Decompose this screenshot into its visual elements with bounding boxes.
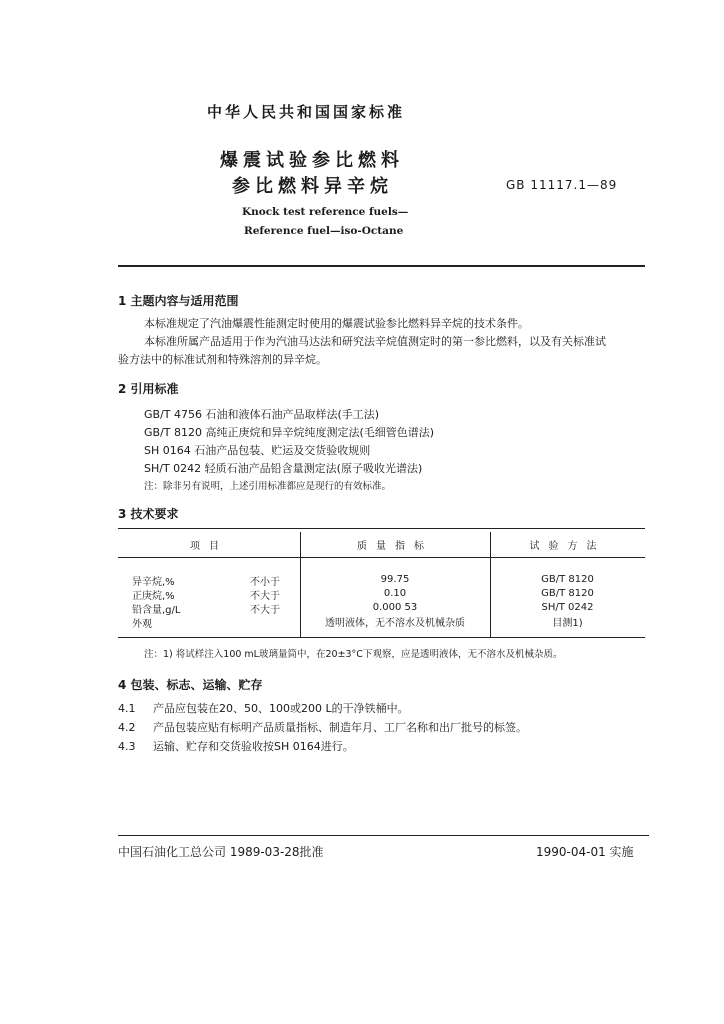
table-row [118,600,645,614]
item-text: 运输、贮存和交货验收按SH 0164进行。 [153,740,354,753]
header-divider [118,265,645,267]
row-item: 铅含量,g/L [132,605,181,616]
column-header: 项目 [118,532,300,558]
table-column-divider [300,532,301,637]
list-item [118,700,409,716]
standard-header: 中华人民共和国国家标准 [207,103,406,121]
column-header: 质量指标 [300,532,490,558]
row-value: 透明液体，无不溶水及机械杂质 [325,618,465,629]
table-row [118,614,645,629]
list-item [118,738,354,754]
item-number: 4.3 [118,740,136,753]
row-limit: 不大于 [250,591,280,602]
table-column-divider [490,532,491,637]
effective-date: 1990-04-01 实施 [536,845,634,859]
english-title-line1: Knock test reference fuels— [242,206,409,218]
reference-item: SH/T 0242 轻质石油产品铅含量测定法(原子吸收光谱法) [144,462,423,475]
column-header: 试验方法 [490,532,645,558]
doc-title-line1: 爆震试验参比燃料 [220,150,404,171]
item-number: 4.2 [118,721,136,734]
section2-heading: 2 引用标准 [118,382,179,396]
table-top-border [118,528,645,529]
row-method: GB/T 8120 [541,587,594,599]
row-value: 0.000 53 [372,601,418,613]
references-note: 注：除非另有说明，上述引用标准都应是现行的有效标准。 [144,481,392,492]
row-item: 异辛烷,% [132,577,175,588]
row-item: 外观 [132,619,152,630]
item-text: 产品包装应贴有标明产品质量指标、制造年月、工厂名称和出厂批号的标签。 [153,721,527,734]
list-item [118,719,527,735]
item-number: 4.1 [118,702,136,715]
row-method: SH/T 0242 [541,601,594,613]
section1-heading: 1 主题内容与适用范围 [118,294,239,308]
table-header-row [118,532,645,558]
table-note: 注：1) 将试样注入100 mL玻璃量筒中，在20±3°C下观察，应是透明液体，无不溶水及机械杂质。 [144,649,563,660]
row-value: 0.10 [383,587,407,599]
doc-title-line2: 参比燃料异辛烷 [232,176,393,197]
standard-code: GB 11117.1—89 [506,178,618,192]
approval-line: 中国石油化工总公司 1989-03-28批准 [118,845,324,859]
table-bottom-border [118,637,645,638]
row-item: 正庚烷,% [132,591,175,602]
row-limit: 不大于 [250,605,280,616]
table-row [118,572,645,586]
row-value: 99.75 [380,573,410,585]
reference-item: GB/T 4756 石油和液体石油产品取样法(手工法) [144,408,380,421]
spec-table [118,532,645,629]
row-limit: 不小于 [250,577,280,588]
row-method: GB/T 8120 [541,573,594,585]
section1-para1: 本标准规定了汽油爆震性能测定时使用的爆震试验参比燃料异辛烷的技术条件。 [144,317,529,330]
section4-heading: 4 包装、标志、运输、贮存 [118,678,263,692]
row-method: 目测1) [552,618,583,629]
reference-item: GB/T 8120 高纯正庚烷和异辛烷纯度测定法(毛细管色谱法) [144,426,435,439]
section3-heading: 3 技术要求 [118,507,179,521]
section1-para2-line2: 验方法中的标准试剂和特殊溶剂的异辛烷。 [118,353,327,366]
english-title-line2: Reference fuel—iso-Octane [244,225,404,237]
footer-divider [118,835,649,836]
reference-item: SH 0164 石油产品包装、贮运及交货验收规则 [144,444,371,457]
section1-para2-line1: 本标准所属产品适用于作为汽油马达法和研究法辛烷值测定时的第一参比燃料，以及有关标准试 [144,335,606,348]
table-row [118,586,645,600]
item-text: 产品应包装在20、50、100或200 L的干净铁桶中。 [153,702,409,715]
